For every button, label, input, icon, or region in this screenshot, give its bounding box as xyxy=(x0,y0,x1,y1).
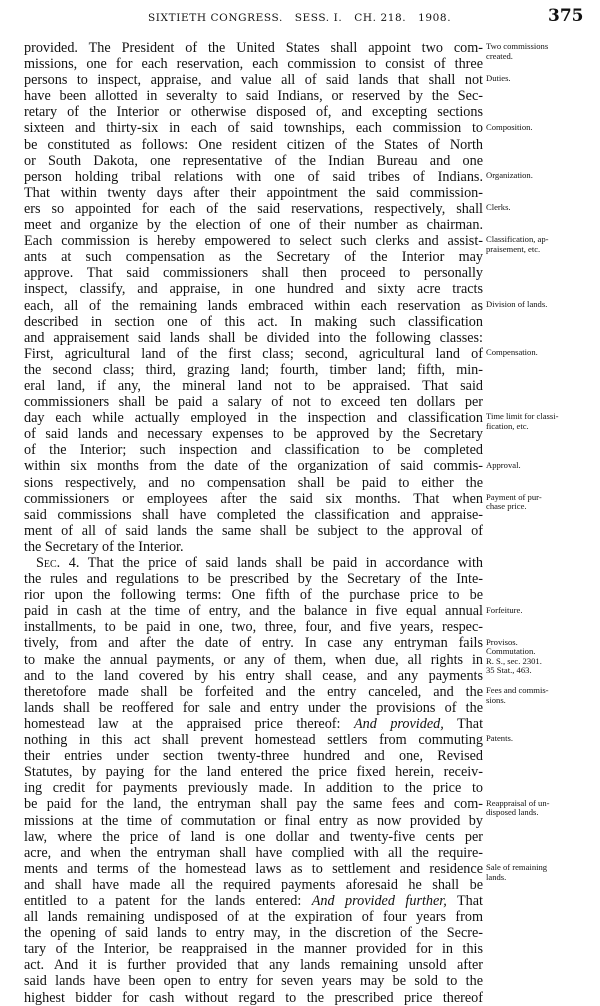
margin-note-line: Compensation. xyxy=(486,346,538,357)
line-text: ers so appointed for each of the said reservations, respectively, shall xyxy=(24,200,483,217)
text-line xyxy=(24,748,483,764)
page-number: 375 xyxy=(548,6,584,26)
margin-note xyxy=(486,638,598,676)
line-text: retary of the Interior or otherwise disposed of, and excepting sections xyxy=(24,104,483,121)
line-text: theretofore made shall be forfeited and the entry canceled, and the xyxy=(24,683,483,700)
text-line xyxy=(24,587,483,603)
text-line xyxy=(24,619,483,635)
margin-note xyxy=(486,493,598,512)
line-text: paid in cash at the time of entry, and the balance in five equal annual xyxy=(24,603,483,620)
line-text: missions at the time of commutation or final entry as now provided by xyxy=(24,812,483,829)
header-session: SESS. I. xyxy=(294,12,343,24)
margin-note-line: Forfeiture. xyxy=(486,604,523,615)
header-congress: SIXTIETH CONGRESS. xyxy=(148,12,283,24)
text-line xyxy=(24,957,483,973)
text-line xyxy=(24,941,483,957)
text-line xyxy=(24,458,483,474)
line-text: nothing in this act shall prevent homestead settlers from commuting xyxy=(24,732,483,749)
text-line xyxy=(24,764,483,780)
text-line xyxy=(24,555,483,571)
line-text: ing credit for payments previously made. In addition to the price to xyxy=(24,780,483,797)
line-text: missions, one for each reservation, each commission to consist of three xyxy=(24,56,483,73)
line-text: inspect, classify, and appraise, in one hundred and sixty acre tracts xyxy=(24,281,483,298)
text-line xyxy=(24,426,483,442)
margin-note xyxy=(486,412,598,431)
margin-note-line: Two commissions xyxy=(486,41,549,51)
text-line xyxy=(24,394,483,410)
text-line xyxy=(24,169,483,185)
margin-note-line: Composition. xyxy=(486,121,533,132)
text-line xyxy=(24,635,483,651)
line-text: meet and organize by the election of one of their number as chairman. xyxy=(24,217,483,234)
text-line xyxy=(24,88,483,104)
line-text: day each while actually employed in the inspection and classification xyxy=(24,410,483,427)
margin-note xyxy=(486,300,598,310)
margin-note-line: Reappraisal of un- xyxy=(486,797,550,808)
line-text: sions respectively, and no compensation shall be paid to either the xyxy=(24,474,483,491)
margin-note-line: disposed lands. xyxy=(486,807,539,818)
line-text: be constituted as follows: One resident citizen of the States of North xyxy=(24,136,483,153)
text-line xyxy=(24,281,483,297)
margin-note-line: R. S., sec. 2301. xyxy=(486,655,542,666)
margin-note-line: Organization. xyxy=(486,169,533,180)
margin-note-line: created. xyxy=(486,50,513,61)
line-text: That within twenty days after their appointment the said commission- xyxy=(24,184,483,201)
text-line xyxy=(24,893,483,909)
margin-note-line: Time limit for classi- xyxy=(486,411,559,422)
text-line xyxy=(24,877,483,893)
text-line xyxy=(24,378,483,394)
line-text: their entries under section twenty-three hundred and one, Revised xyxy=(24,748,483,765)
margin-note xyxy=(486,74,598,84)
text-line xyxy=(24,796,483,812)
line-tail: That xyxy=(446,892,483,909)
line-text: the Secretary of the Interior. xyxy=(24,538,184,555)
margin-note-line: 35 Stat., 463. xyxy=(486,665,532,676)
margin-note-line: lands. xyxy=(486,871,507,882)
text-line xyxy=(24,249,483,265)
margin-note-line: Provisos. xyxy=(486,636,518,647)
text-line xyxy=(24,716,483,732)
text-line xyxy=(24,973,483,989)
margin-note-line: Commutation. xyxy=(486,646,536,657)
line-text: and to the land covered by his entry shall cease, and any payments xyxy=(24,667,483,684)
header-chapter: CH. 218. xyxy=(354,12,407,24)
margin-note xyxy=(486,42,598,61)
line-text: of said lands and necessary expenses to be approved by the Secretary xyxy=(24,426,483,443)
line-text: commissioners shall be paid a salary of not to exceed ten dollars per xyxy=(24,394,483,411)
text-line xyxy=(24,491,483,507)
line-text: said lands have been open to entry for seven years may be sold to the xyxy=(24,973,483,990)
line-text: rior upon the following terms: One fifth of the purchase price to be xyxy=(24,587,483,604)
italic-proviso: And provided, xyxy=(353,715,444,732)
line-text: to make the annual payments, or any of them, when due, all rights in xyxy=(24,651,483,668)
text-line xyxy=(24,72,483,88)
line-text: Each commission is hereby empowered to select such clerks and assist- xyxy=(24,233,483,250)
text-line xyxy=(24,652,483,668)
margin-note xyxy=(486,203,598,213)
margin-note-line: praisement, etc. xyxy=(486,243,541,254)
text-line xyxy=(24,40,483,56)
margin-note-line: chase price. xyxy=(486,501,527,512)
line-text: said commissions shall have completed the classification and appraise- xyxy=(24,506,483,523)
line-text: lands shall be reoffered for sale and entry under the provisions of the xyxy=(24,699,483,716)
line-text: and shall have made all the required payments aforesaid he shall be xyxy=(24,876,483,893)
margin-note xyxy=(486,123,598,133)
text-line xyxy=(24,603,483,619)
line-text: the second class; third, grazing land; fourth, timber land; fifth, min- xyxy=(24,361,483,378)
line-text: provided. The President of the United States shall appoint two com- xyxy=(24,40,483,56)
line-text: of the Interior; such inspection and classification to be completed xyxy=(24,442,483,459)
margin-note xyxy=(486,734,598,744)
line-text: entitled to a patent for the lands entered: xyxy=(24,892,302,909)
line-text: ments and terms of the homestead laws as to settlement and residence xyxy=(24,860,483,877)
line-text: installments, to be paid in one, two, three, four, and five years, respec- xyxy=(24,619,483,636)
header-citation xyxy=(148,12,451,24)
text-line xyxy=(24,153,483,169)
statute-text xyxy=(24,40,483,1006)
margin-note-line: Duties. xyxy=(486,73,511,84)
margin-note-line: Fees and commis- xyxy=(486,685,549,695)
line-tail: That xyxy=(443,715,484,732)
text-line xyxy=(24,668,483,684)
line-text: person holding tribal relations with one of said tribes of Indians. xyxy=(24,168,483,185)
text-line xyxy=(24,346,483,362)
text-line xyxy=(24,104,483,120)
line-text: acre, and when the entryman shall have complied with all the require- xyxy=(24,844,483,861)
margin-note xyxy=(486,171,598,181)
line-text: each, all of the remaining lands embraced within each reservation as xyxy=(24,297,483,314)
line-text: have been allotted in severalty to said Indians, or reserved by the Sec- xyxy=(24,88,483,105)
line-text: be paid for the land, the entryman shall pay the same fees and com- xyxy=(24,796,483,813)
text-line xyxy=(24,990,483,1006)
text-line xyxy=(24,780,483,796)
text-line xyxy=(24,700,483,716)
text-line xyxy=(24,845,483,861)
text-line xyxy=(24,475,483,491)
line-text: the rules and regulations to be prescribed by the Secretary of the Inte- xyxy=(24,571,483,588)
text-line xyxy=(24,684,483,700)
text-line xyxy=(24,56,483,72)
line-text: ment of all of said lands the same shall be subject to the approval of xyxy=(24,522,483,539)
running-header xyxy=(0,6,600,28)
italic-proviso: And provided further, xyxy=(311,892,447,909)
line-text: tively, from and after the date of entry. In case any entryman fails xyxy=(24,635,483,652)
line-text: the opening of said lands to entry may, in the discretion of the Secre- xyxy=(24,925,483,942)
text-line xyxy=(24,442,483,458)
margin-note-line: Approval. xyxy=(486,459,521,470)
margin-note xyxy=(486,686,598,705)
text-line xyxy=(24,217,483,233)
line-text: described in section one of this act. In making such classification xyxy=(24,313,483,330)
section-label: Sec. 4. xyxy=(36,555,80,571)
text-line xyxy=(24,571,483,587)
text-line xyxy=(24,201,483,217)
text-line xyxy=(24,137,483,153)
line-text: That the price of said lands shall be paid in accordance with xyxy=(79,555,483,571)
text-line xyxy=(24,732,483,748)
text-line xyxy=(24,813,483,829)
text-line xyxy=(24,829,483,845)
text-line xyxy=(24,539,483,555)
text-line xyxy=(24,523,483,539)
margin-note-line: sions. xyxy=(486,694,506,705)
margin-note xyxy=(486,799,598,818)
line-text: and appraisement said lands shall be divided into the following classes: xyxy=(24,329,483,346)
line-text: First, agricultural land of the first class; second, agricultural land of xyxy=(24,345,483,362)
line-text: eral land, if any, the mineral land not to be appraised. That said xyxy=(24,377,483,394)
text-line xyxy=(24,507,483,523)
line-text: commissioners or employees after the said six months. That when xyxy=(24,490,483,507)
line-text: highest bidder for cash without regard to the prescribed price thereof xyxy=(24,989,483,1006)
header-year: 1908. xyxy=(418,12,452,24)
text-line xyxy=(24,265,483,281)
line-text: law, where the price of land is one dollar and twenty-five cents per xyxy=(24,828,483,845)
margin-note-line: Division of lands. xyxy=(486,298,548,309)
text-line xyxy=(24,925,483,941)
text-line xyxy=(24,909,483,925)
margin-note xyxy=(486,235,598,254)
text-line xyxy=(24,362,483,378)
margin-note-line: Sale of remaining xyxy=(486,862,548,873)
line-text: homestead law at the appraised price thereof: xyxy=(24,715,341,732)
margin-note xyxy=(486,863,598,882)
text-line xyxy=(24,233,483,249)
line-text: ants at such compensation as the Secretary of the Interior may xyxy=(24,249,483,266)
text-line xyxy=(24,298,483,314)
margin-note xyxy=(486,461,598,471)
margin-note-line: Clerks. xyxy=(486,202,511,212)
text-line xyxy=(24,330,483,346)
text-line xyxy=(24,120,483,136)
margin-note-line: fication, etc. xyxy=(486,420,529,431)
text-line xyxy=(24,314,483,330)
margin-note xyxy=(486,348,598,358)
line-text: persons to inspect, appraise, and value all of said lands that shall not xyxy=(24,72,483,89)
text-line xyxy=(24,185,483,201)
text-line xyxy=(24,861,483,877)
line-text: tary of the Interior, be reappraised in the manner provided for in this xyxy=(24,941,483,958)
line-text: all lands remaining undisposed of at the expiration of four years from xyxy=(24,909,483,926)
line-text: act. And it is further provided that any lands remaining unsold after xyxy=(24,957,483,974)
margin-note xyxy=(486,606,598,616)
text-line xyxy=(24,410,483,426)
line-text: approve. That said commissioners shall then proceed to personally xyxy=(24,265,483,282)
line-text: within six months from the date of the organization of said commis- xyxy=(24,458,483,475)
line-text: sixteen and thirty-six in each of said townships, each commission to xyxy=(24,120,483,137)
line-text: or South Dakota, one representative of the Indian Bureau and one xyxy=(24,152,483,169)
margin-note-line: Patents. xyxy=(486,733,513,744)
line-text: Statutes, by paying for the land entered the price fixed herein, receiv- xyxy=(24,764,483,781)
margin-note-line: Classification, ap- xyxy=(486,234,549,245)
margin-note-line: Payment of pur- xyxy=(486,491,542,502)
